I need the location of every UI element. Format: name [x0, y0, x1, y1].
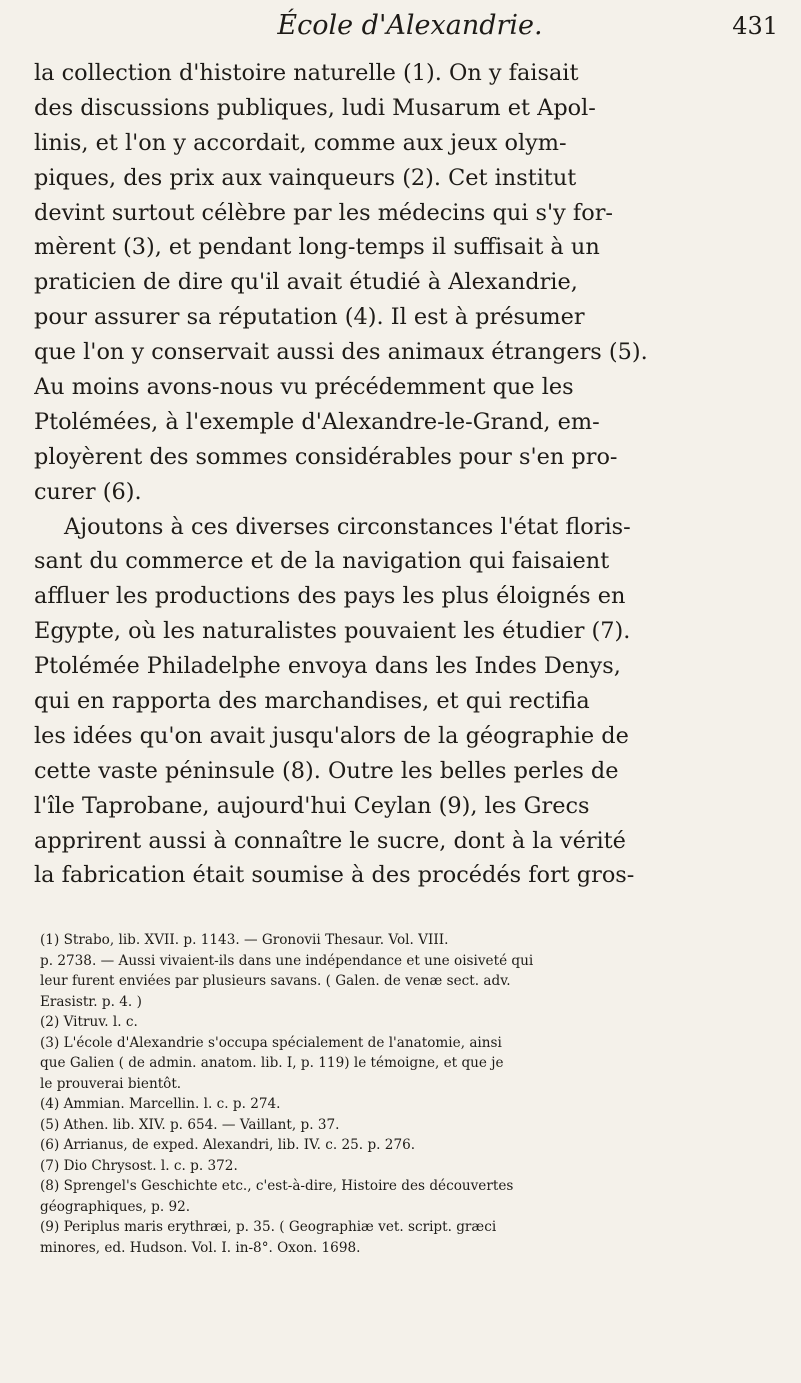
text-line: Egypte, où les naturalistes pouvaient les étudier (7). [34, 618, 631, 645]
text-line: apprirent aussi à connaître le sucre, dont à la vérité [34, 827, 626, 854]
footnote-line: (2) Vitruv. l. c. [40, 1014, 138, 1030]
footnote-line: leur furent enviées par plusieurs savans. ( Galen. de venæ sect. adv. [40, 973, 511, 989]
footnote-line: le prouverai bientôt. [40, 1075, 182, 1092]
footnote-line: minores, ed. Hudson. Vol. I. in-8°. Oxon. 1698. [40, 1239, 361, 1256]
footnote-line: géographiques, p. 92. [40, 1198, 191, 1215]
text-line: pour assurer sa réputation (4). Il est à présumer [34, 304, 585, 331]
text-line: piques, des prix aux vainqueurs (2). Cet institut [34, 164, 577, 191]
text-line: linis, et l'on y accordait, comme aux jeux olym- [34, 129, 567, 156]
text-line: sant du commerce et de la navigation qui faisaient [34, 548, 610, 575]
footnote-line: Erasistr. p. 4. ) [40, 993, 142, 1010]
page-header [40, 10, 780, 54]
text-line: l'île Taprobane, aujourd'hui Ceylan (9), les Grecs [34, 792, 590, 819]
footnote-line: (8) Sprengel's Geschichte etc., c'est-à-dire, Histoire des découvertes [40, 1178, 514, 1194]
text-line: que l'on y conservait aussi des animaux étrangers (5). [34, 339, 648, 366]
text-line: Ajoutons à ces diverses circonstances l'état floris- [64, 513, 631, 540]
main-text [34, 56, 772, 893]
text-line: la collection d'histoire naturelle (1). On y faisait [34, 60, 579, 86]
text-line: Au moins avons-nous vu précédemment que les [34, 374, 574, 401]
footnote-line: p. 2738. — Aussi vivaient-ils dans une indépendance et une oisiveté qui [40, 952, 534, 969]
running-title: École d'Alexandrie. [277, 10, 543, 41]
footnote-line: (9) Periplus maris erythræi, p. 35. ( Geographiæ vet. script. græci [40, 1219, 497, 1235]
text-line: affluer les productions des pays les plus éloignés en [34, 583, 626, 610]
footnote-line: (6) Arrianus, de exped. Alexandri, lib. IV. c. 25. p. 276. [40, 1137, 416, 1153]
footnote-line: que Galien ( de admin. anatom. lib. I, p. 119) le témoigne, et que je [40, 1055, 504, 1071]
text-line: la fabrication était soumise à des procédés fort gros- [34, 862, 635, 889]
footnote-line: (7) Dio Chrysost. l. c. p. 372. [40, 1157, 238, 1174]
text-line: devint surtout célèbre par les médecins qui s'y for- [34, 199, 613, 226]
text-line: Ptolémées, à l'exemple d'Alexandre-le-Grand, em- [34, 408, 600, 435]
text-line: cette vaste péninsule (8). Outre les belles perles de [34, 757, 619, 784]
footnote-line: (5) Athen. lib. XIV. p. 654. — Vaillant, p. 37. [40, 1116, 340, 1133]
footnote-line: (4) Ammian. Marcellin. l. c. p. 274. [40, 1096, 281, 1112]
text-line: curer (6). [34, 478, 142, 505]
footnotes [40, 930, 780, 1258]
footnote-line: (1) Strabo, lib. XVII. p. 1143. — Gronovii Thesaur. Vol. VIII. [40, 932, 449, 948]
footnote-line: (3) L'école d'Alexandrie s'occupa spécialement de l'anatomie, ainsi [40, 1034, 502, 1051]
text-line: les idées qu'on avait jusqu'alors de la géographie de [34, 722, 629, 749]
text-line: qui en rapporta des marchandises, et qui rectifia [34, 688, 590, 715]
text-line: mèrent (3), et pendant long-temps il suffisait à un [34, 234, 600, 261]
text-line: praticien de dire qu'il avait étudié à Alexandrie, [34, 269, 578, 296]
text-line: Ptolémée Philadelphe envoya dans les Indes Denys, [34, 653, 621, 680]
text-line: ployèrent des sommes considérables pour s'en pro- [34, 443, 618, 470]
page-number: 431 [732, 12, 778, 40]
text-line: des discussions publiques, ludi Musarum et Apol- [34, 94, 596, 121]
